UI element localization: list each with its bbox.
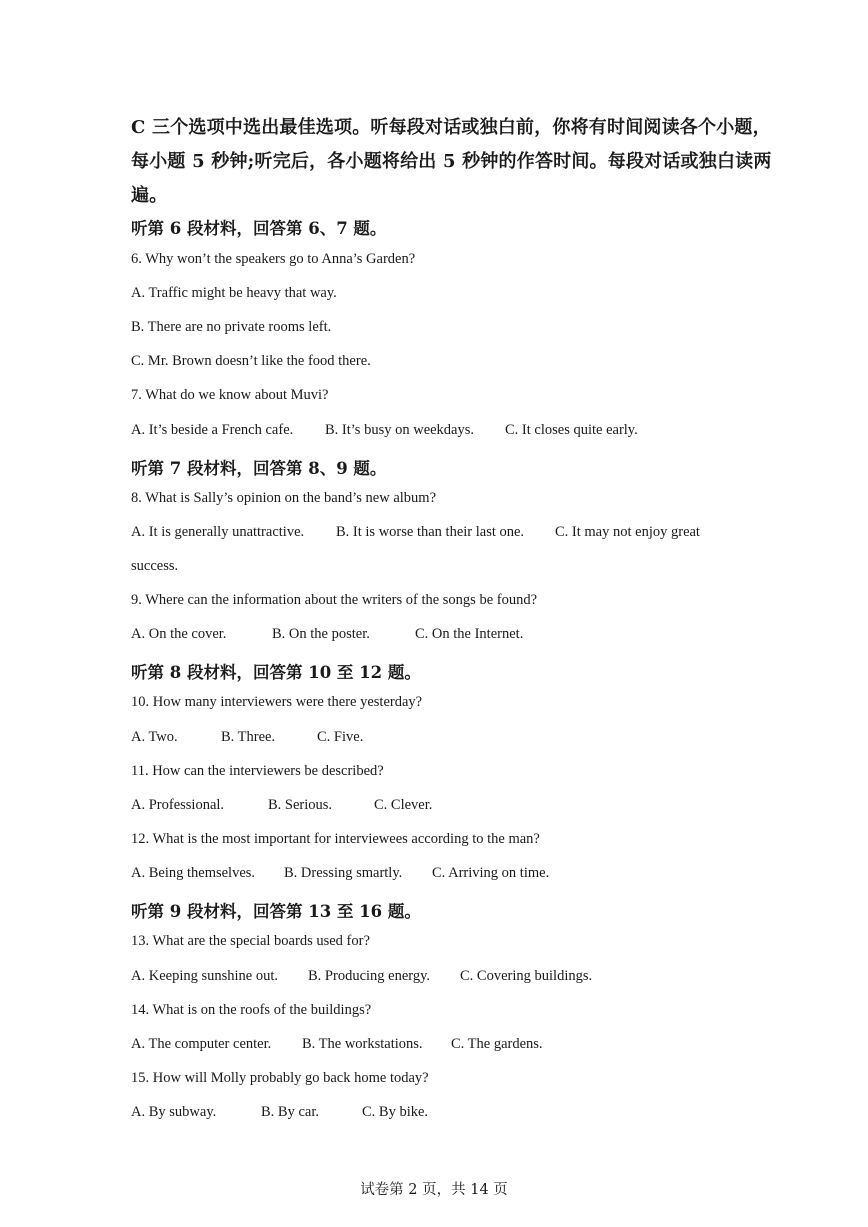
page-footer: 试卷第 2 页，共 14 页 (360, 1182, 508, 1198)
question-7-stem: 7. What do we know about Muvi? (131, 387, 329, 403)
question-6-option-b: B. There are no private rooms left. (131, 319, 332, 335)
question-15-option-a: A. By subway. (131, 1104, 217, 1120)
question-14-option-b: B. The workstations. (302, 1036, 423, 1052)
question-15-option-b: B. By car. (261, 1104, 319, 1120)
question-13-stem: 13. What are the special boards used for? (131, 933, 370, 949)
question-11-option-b: B. Serious. (268, 797, 333, 813)
section-heading-9: 听第 9 段材料，回答第 13 至 16 题。 (131, 902, 421, 921)
question-11-option-a: A. Professional. (131, 797, 225, 813)
question-12-options (131, 865, 549, 882)
question-11-option-c: C. Clever. (374, 797, 433, 813)
section-heading-8: 听第 8 段材料，回答第 10 至 12 题。 (131, 663, 421, 682)
question-12-option-c: C. Arriving on time. (432, 865, 550, 881)
question-9-option-b: B. On the poster. (272, 626, 370, 642)
question-7-option-b: B. It’s busy on weekdays. (325, 422, 475, 438)
question-8-option-c-continuation: success. (131, 558, 179, 574)
question-13-option-c: C. Covering buildings. (460, 968, 593, 984)
question-10-option-b: B. Three. (221, 729, 276, 745)
question-14-stem: 14. What is on the roofs of the buildings? (131, 1002, 372, 1018)
question-8-option-a: A. It is generally unattractive. (131, 524, 305, 540)
question-12-stem: 12. What is the most important for interviewees according to the man? (131, 831, 540, 847)
instructions-line-2: 每小题 5 秒钟;听完后，各小题将给出 5 秒钟的作答时间。每段对话或独白读两 (131, 151, 772, 172)
question-10-option-a: A. Two. (131, 729, 178, 745)
question-8-options (131, 524, 700, 541)
question-9-option-a: A. On the cover. (131, 626, 227, 642)
question-9-option-c: C. On the Internet. (415, 626, 524, 642)
instructions-line-1: C 三个选项中选出最佳选项。听每段对话或独白前，你将有时间阅读各个小题， (131, 117, 771, 138)
question-7-option-a: A. It’s beside a French cafe. (131, 422, 294, 438)
question-8-option-b: B. It is worse than their last one. (336, 524, 525, 540)
question-8-stem: 8. What is Sally’s opinion on the band’s new album? (131, 490, 437, 506)
question-11-stem: 11. How can the interviewers be described? (131, 763, 384, 779)
instructions-line-3: 遍。 (131, 185, 168, 206)
question-10-options (131, 729, 363, 746)
question-6-option-a: A. Traffic might be heavy that way. (131, 285, 337, 301)
question-7-option-c: C. It closes quite early. (505, 422, 638, 438)
question-14-options (131, 1036, 543, 1053)
question-6-stem: 6. Why won’t the speakers go to Anna’s Garden? (131, 251, 416, 267)
question-9-options (131, 626, 523, 643)
question-7-options (131, 422, 638, 439)
question-12-option-a: A. Being themselves. (131, 865, 256, 881)
question-15-options (131, 1104, 428, 1121)
question-9-stem: 9. Where can the information about the writers of the songs be found? (131, 592, 538, 608)
question-13-options (131, 968, 592, 985)
question-11-options (131, 797, 432, 814)
question-8-option-c: C. It may not enjoy great (555, 524, 700, 540)
question-14-option-c: C. The gardens. (451, 1036, 543, 1052)
section-heading-7: 听第 7 段材料，回答第 8、9 题。 (131, 459, 387, 478)
question-6-option-c: C. Mr. Brown doesn’t like the food there. (131, 353, 371, 369)
question-13-option-a: A. Keeping sunshine out. (131, 968, 278, 984)
question-15-option-c: C. By bike. (362, 1104, 429, 1120)
question-12-option-b: B. Dressing smartly. (284, 865, 403, 881)
question-10-stem: 10. How many interviewers were there yesterday? (131, 694, 423, 710)
question-13-option-b: B. Producing energy. (308, 968, 431, 984)
section-heading-6: 听第 6 段材料，回答第 6、7 题。 (131, 219, 387, 238)
question-15-stem: 15. How will Molly probably go back home today? (131, 1070, 429, 1086)
question-10-option-c: C. Five. (317, 729, 364, 745)
question-14-option-a: A. The computer center. (131, 1036, 272, 1052)
